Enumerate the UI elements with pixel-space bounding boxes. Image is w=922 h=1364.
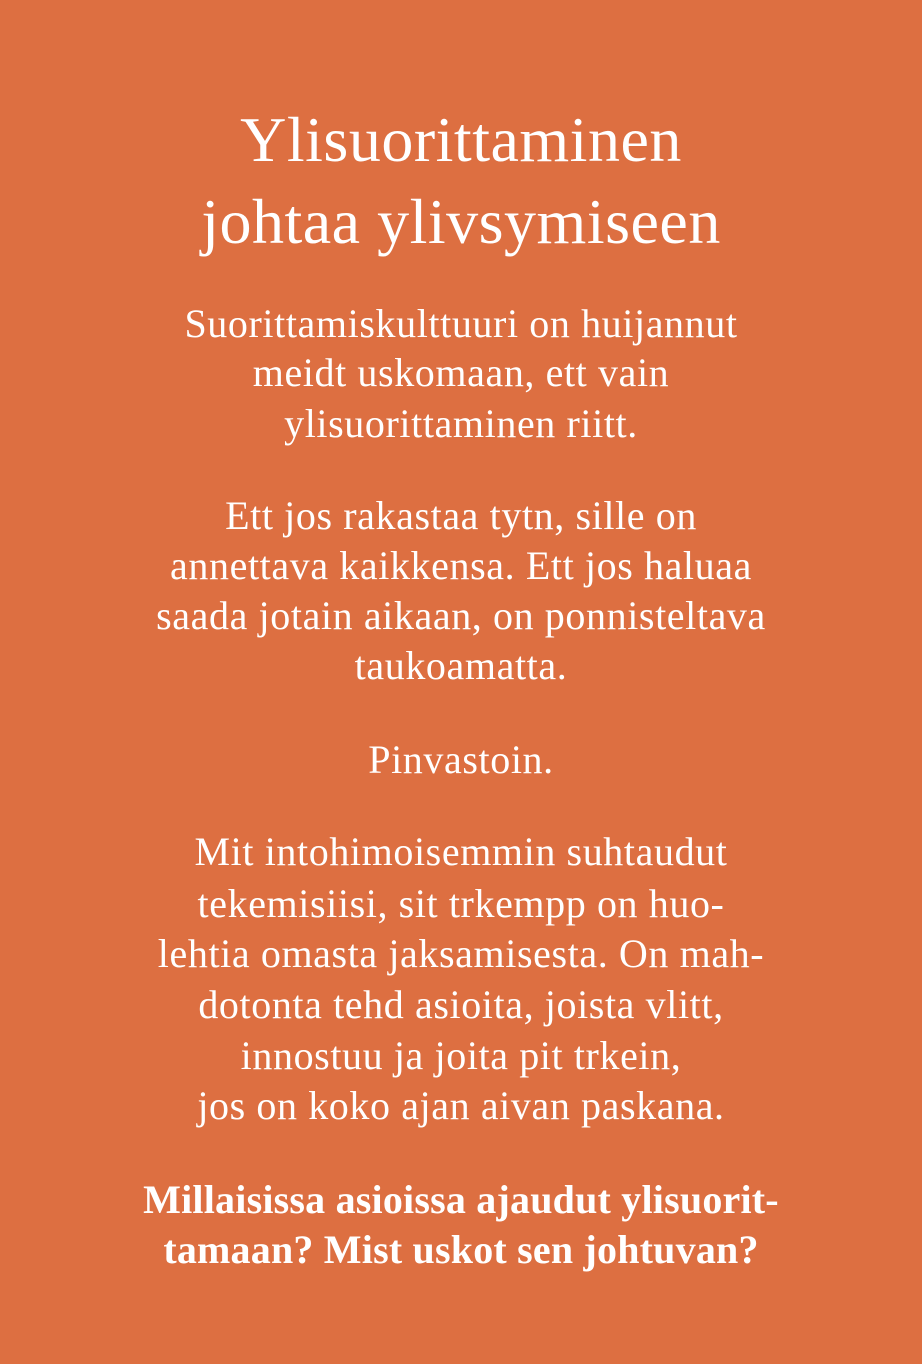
paragraph-line: Suorittamiskulttuuri on huijannut (184, 301, 738, 346)
paragraph-line: jos on koko ajan aivan paskana. (197, 1083, 725, 1128)
paragraph-line: Ett jos rakastaa tytn, sille on (225, 493, 697, 538)
paragraph-line: saada jotain aikaan, on ponnisteltava (156, 593, 766, 638)
paragraph-line: ylisuorittaminen riitt. (284, 401, 638, 446)
paragraph-line: Mit intohimoisemmin suhtaudut (194, 829, 728, 874)
paragraph-line: Pinvastoin. (368, 737, 554, 782)
paragraph-line: meidt uskomaan, ett vain (252, 350, 670, 395)
paragraph-line: tekemisiisi, sit trkempp on huo- (197, 881, 725, 926)
title-line-1: Ylisuorittaminen (240, 104, 682, 175)
question-line-2: tamaan? Mist uskot sen johtuvan? (163, 1227, 759, 1272)
paragraph-line: innostuu ja joita pit trkein, (240, 1033, 682, 1078)
question-line-1: Millaisissa asioissa ajaudut ylisuorit- (143, 1177, 779, 1222)
paragraph-line: dotonta tehd asioita, joista vlitt, (198, 982, 724, 1027)
paragraph-line: taukoamatta. (354, 643, 568, 688)
paragraph-line: lehtia omasta jaksamisesta. On mah- (157, 931, 765, 976)
paragraph-line: annettava kaikkensa. Ett jos haluaa (170, 543, 752, 588)
title-line-2: johtaa ylivsymiseen (201, 186, 721, 257)
